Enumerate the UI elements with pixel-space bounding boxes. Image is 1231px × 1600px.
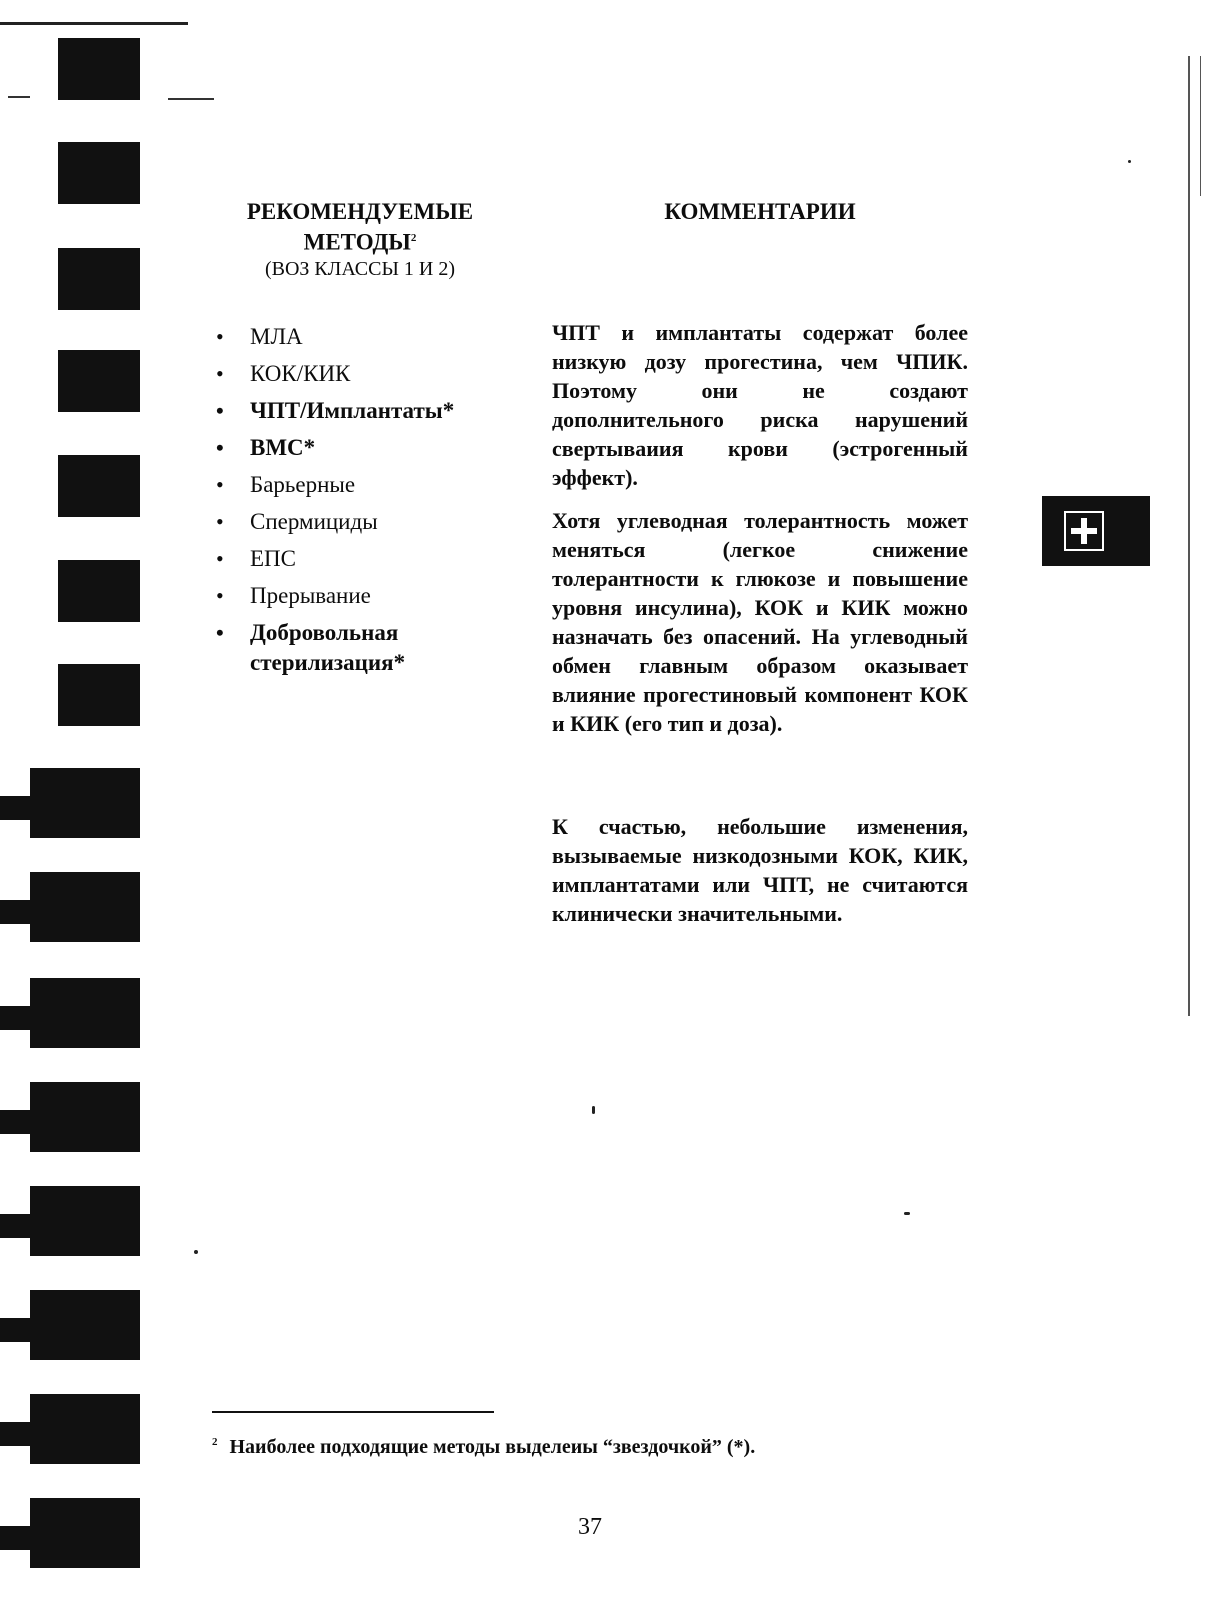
right-column-heading: [552, 198, 968, 225]
binding-tab: [30, 1082, 140, 1152]
footnote: [212, 1436, 755, 1459]
top-rule: [0, 22, 188, 25]
binding-tab: [30, 978, 140, 1048]
list-item: • ЕПС: [216, 540, 516, 577]
binding-tab: [58, 664, 140, 726]
list-item: • Прерывание: [216, 577, 516, 614]
binding-tab: [58, 248, 140, 310]
comment-paragraph: К счастью, небольшие изменения, вызываемые низкодозными КОК, КИК, имплантатами или ЧПТ, не считаются клинически значительными.: [552, 814, 968, 926]
scan-mark: [168, 98, 214, 100]
list-item: • Спермициды: [216, 503, 516, 540]
list-item: • ЧПТ/Имплантаты*: [216, 392, 516, 429]
binding-tab: [58, 350, 140, 412]
footnote-number: 2: [212, 1436, 218, 1449]
methods-heading-line1: РЕКОМЕНДУЕМЫЕ: [246, 199, 474, 224]
scan-speck: [194, 1250, 198, 1254]
plus-icon: [1064, 511, 1104, 551]
spiral-binding: [0, 0, 160, 1600]
scan-speck: [592, 1106, 595, 1114]
comment-paragraph: ЧПТ и имплантаты содержат более низкую дозу прогестина, чем ЧПИК. Поэтому они не создают дополнительного риска нарушений свертываиия крови (эстрогенный эффект).: [552, 320, 968, 490]
binding-tab: [58, 455, 140, 517]
binding-tab: [30, 1394, 140, 1464]
footnote-rule: [212, 1411, 494, 1413]
binding-tab: [58, 560, 140, 622]
binding-tab: [58, 38, 140, 100]
methods-heading-line2: [210, 225, 510, 256]
page-edge-line: [1188, 56, 1190, 1016]
comment-paragraph: Хотя углеводная толерантность может меняться (легкое снижение толерантности к глюкозе и повышение уровня инсулина), КОК и КИК можно назначать без опасений. На углеводный обмен главным образом оказывает влияние прогестиновый компонент КОК и КИК (его тип и доза).: [552, 508, 968, 736]
binding-tab: [30, 1186, 140, 1256]
methods-heading-text: МЕТОДЫ: [303, 229, 411, 255]
comments-heading: КОММЕНТАРИИ: [664, 199, 856, 224]
who-classes-subheading: (ВОЗ КЛАССЫ 1 И 2): [264, 257, 456, 280]
binding-tab: [30, 872, 140, 942]
list-item: • КОК/КИК: [216, 355, 516, 392]
recommended-methods-list: [216, 318, 516, 678]
page-number: 37: [578, 1514, 602, 1540]
scan-speck: [904, 1212, 910, 1215]
left-column-heading: [210, 198, 510, 282]
section-tab: [1042, 496, 1150, 566]
binding-tab: [30, 1498, 140, 1568]
list-item: • МЛА: [216, 318, 516, 355]
list-item: • Добровольная стерилизация*: [216, 618, 516, 678]
scan-speck: [1128, 160, 1131, 163]
binding-tab: [30, 1290, 140, 1360]
list-item: • Барьерные: [216, 466, 516, 503]
page-edge-line: [1200, 56, 1201, 196]
list-item: • ВМС*: [216, 429, 516, 466]
scan-mark: [8, 96, 30, 98]
binding-tab: [58, 142, 140, 204]
footnote-text: Наиболее подходящие методы выделеиы “звездочкой” (*).: [229, 1436, 756, 1458]
footnote-marker: 2: [410, 232, 417, 244]
binding-tab: [30, 768, 140, 838]
